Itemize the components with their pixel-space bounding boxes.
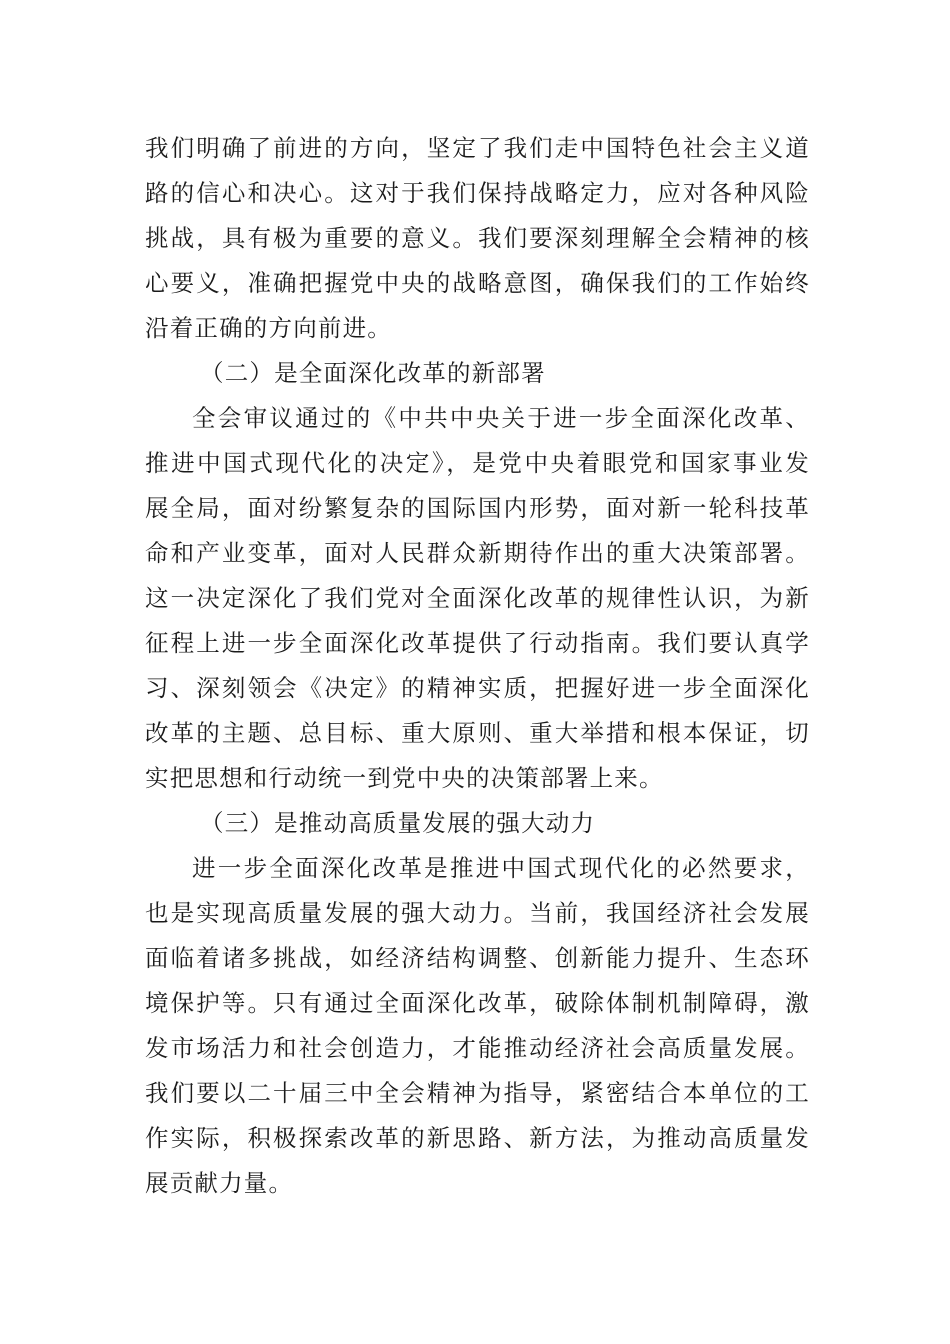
body-line: 沿着正确的方向前进。 — [145, 314, 392, 342]
body-line: 进一步全面深化改革是推进中国式现代化的必然要求， — [192, 854, 810, 882]
body-line: 改革的主题、总目标、重大原则、重大举措和根本保证，切 — [145, 719, 810, 747]
body-line: 我们明确了前进的方向，坚定了我们走中国特色社会主义道 — [145, 134, 810, 162]
body-line: 推进中国式现代化的决定》，是党中央着眼党和国家事业发 — [145, 449, 810, 477]
body-line: 这一决定深化了我们党对全面深化改革的规律性认识，为新 — [145, 584, 810, 612]
body-line: 实把思想和行动统一到党中央的决策部署上来。 — [145, 764, 664, 792]
body-line: 境保护等。只有通过全面深化改革，破除体制机制障碍，激 — [145, 989, 810, 1017]
body-line: 征程上进一步全面深化改革提供了行动指南。我们要认真学 — [145, 629, 810, 657]
body-line: 习、深刻领会《决定》的精神实质，把握好进一步全面深化 — [145, 674, 810, 702]
body-line: 展全局，面对纷繁复杂的国际国内形势，面对新一轮科技革 — [145, 494, 810, 522]
section-heading-3: （三）是推动高质量发展的强大动力 — [200, 809, 596, 837]
body-line: 我们要以二十届三中全会精神为指导，紧密结合本单位的工 — [145, 1079, 810, 1107]
body-line: 作实际，积极探索改革的新思路、新方法，为推动高质量发 — [145, 1124, 810, 1152]
body-line: 路的信心和决心。这对于我们保持战略定力，应对各种风险 — [145, 179, 810, 207]
body-line: 展贡献力量。 — [145, 1169, 294, 1197]
section-heading-2: （二）是全面深化改革的新部署 — [200, 359, 546, 387]
body-line: 命和产业变革，面对人民群众新期待作出的重大决策部署。 — [145, 539, 810, 567]
body-line: 发市场活力和社会创造力，才能推动经济社会高质量发展。 — [145, 1034, 810, 1062]
body-line: 挑战，具有极为重要的意义。我们要深刻理解全会精神的核 — [145, 224, 810, 252]
body-line: 也是实现高质量发展的强大动力。当前，我国经济社会发展 — [145, 899, 810, 927]
body-line: 心要义，准确把握党中央的战略意图，确保我们的工作始终 — [145, 269, 810, 297]
body-line: 面临着诸多挑战，如经济结构调整、创新能力提升、生态环 — [145, 944, 810, 972]
body-line: 全会审议通过的《中共中央关于进一步全面深化改革、 — [192, 404, 810, 432]
